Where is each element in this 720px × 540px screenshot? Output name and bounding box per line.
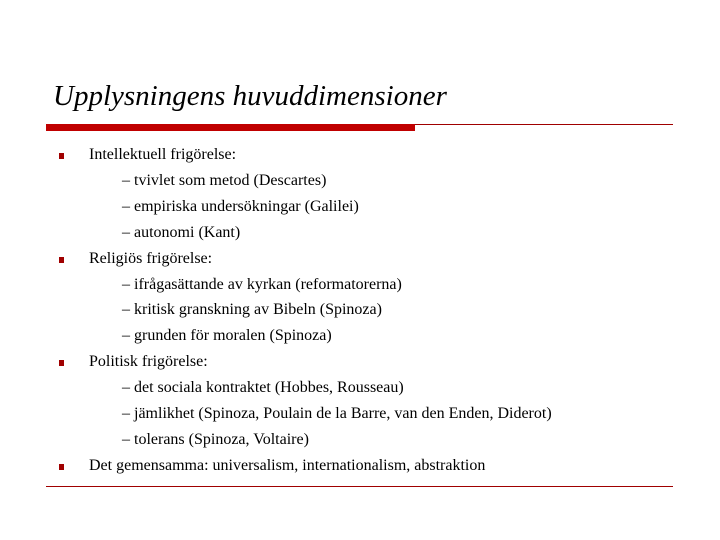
bullet-point: Intellektuell frigörelse: (89, 146, 237, 163)
sub-point: – det sociala kontraktet (Hobbes, Rousseau) (122, 379, 404, 397)
bullet-point: Det gemensamma: universalism, internationalism, abstraktion (89, 456, 486, 474)
sub-point: – jämlikhet (Spinoza, Poulain de la Barre, van den Enden, Diderot) (122, 405, 552, 422)
sub-point: – autonomi (Kant) (122, 223, 241, 241)
bullet-icon (59, 360, 64, 366)
bottom-rule (46, 486, 673, 487)
bullet-point: Religiös frigörelse: (89, 249, 213, 267)
bullet-icon (59, 257, 64, 263)
sub-point: – grunden för moralen (Spinoza) (122, 327, 332, 345)
bullet-point: Politisk frigörelse: (89, 353, 208, 371)
sub-point: – empiriska undersökningar (Galilei) (122, 197, 359, 215)
bullet-icon (59, 153, 64, 159)
sub-point: – ifrågasättande av kyrkan (reformatorerna) (122, 275, 402, 293)
bullet-icon (59, 464, 64, 470)
sub-point: – kritisk granskning av Bibeln (Spinoza) (122, 301, 382, 319)
title-accent-bar (46, 124, 415, 131)
slide-title: Upplysningens huvuddimensioner (53, 80, 447, 112)
title-rule (415, 124, 673, 125)
sub-point: – tolerans (Spinoza, Voltaire) (122, 430, 309, 448)
sub-point: – tvivlet som metod (Descartes) (122, 171, 327, 189)
